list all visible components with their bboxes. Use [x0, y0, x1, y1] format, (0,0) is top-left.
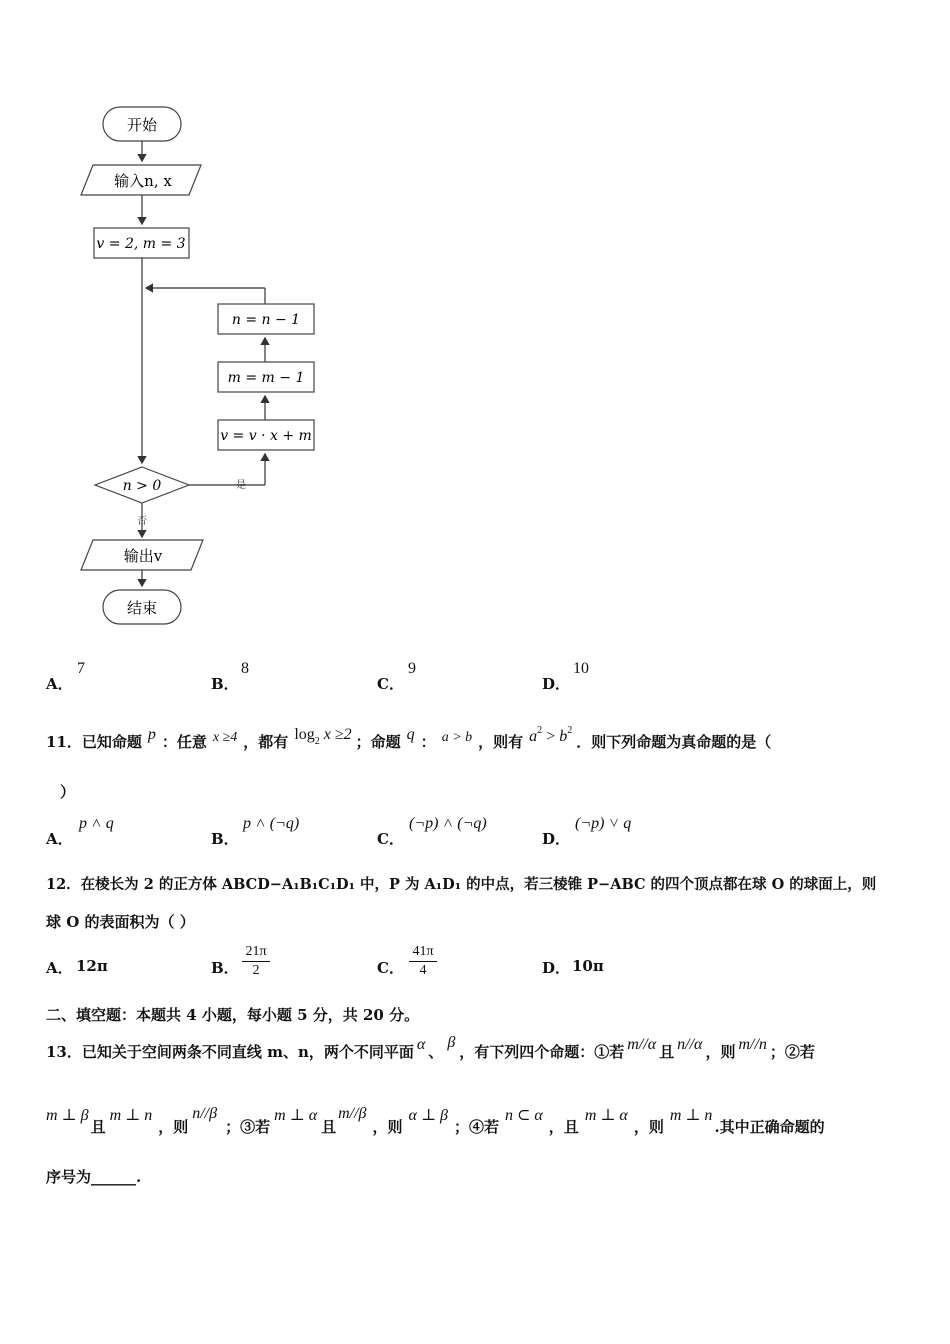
- q12-option-d-label: D．: [542, 959, 571, 977]
- q12-stem-line2: 球 O 的表面积为（ ）: [46, 913, 195, 931]
- q12-option-a-value: 12π: [76, 957, 108, 975]
- section2-heading: 二、填空题：本题共 4 小题，每小题 5 分，共 20 分。: [46, 1006, 420, 1024]
- q10-option-d-value: 10: [573, 660, 589, 677]
- q10-option-b-label: B．: [211, 675, 239, 693]
- q12-option-c-numerator: 41π: [409, 944, 437, 962]
- q12-option-c-label: C．: [377, 959, 404, 977]
- flow-step-v-label: v = v · x + m: [220, 428, 312, 444]
- q10-option-a-value: 7: [77, 660, 85, 677]
- flow-no-label: 否: [137, 516, 147, 527]
- q13-stem-line3: 序号为______.: [46, 1168, 142, 1186]
- flow-start-label: 开始: [126, 116, 158, 134]
- q11-option-d-label: D．: [542, 830, 571, 848]
- q10-option-d-label: D．: [542, 675, 571, 693]
- q12-option-c-fraction: [409, 944, 437, 979]
- q11-option-b-value: p ˄ (¬q): [243, 815, 300, 832]
- q12-option-a-label: A．: [46, 959, 73, 977]
- q11-option-b-label: B．: [211, 830, 239, 848]
- q13-stem-line1: 13．已知关于空间两条不同直线 m、n，两个不同平面 α 、β，有下列四个命题：①若 m//α 且 n//α ，则 m//n ；②若: [46, 1034, 815, 1061]
- q12-option-c-denominator: 4: [419, 963, 427, 978]
- flow-yes-label: 是: [236, 480, 246, 491]
- q13-stem-line2: m ⊥ β且m ⊥ n，则n//β；③若m ⊥ α且m//β，则α ⊥ β；④若n ⊂ α，且m ⊥ α，则m ⊥ n.其中正确命题的: [46, 1105, 825, 1136]
- q12-stem-line1: 12．在棱长为 2 的正方体 ABCD−A₁B₁C₁D₁ 中，P 为 A₁D₁ 的中点，若三棱锥 P−ABC 的四个顶点都在球 O 的球面上，则: [46, 876, 877, 893]
- flow-output-label: 输出v: [123, 547, 163, 565]
- q12-option-d-value: 10π: [572, 957, 604, 975]
- q11-stem: 11．已知命题 p ：任意 x ≥4 ，都有 $\log^2 x \ge 2$ ；命题 q ： a > b ，则有 $a^2 > b^2$．则下列命题为真命题的是（: [46, 725, 772, 751]
- flow-condition-label: n > 0: [122, 478, 162, 494]
- q11-option-a-value: p ˄ q: [79, 815, 114, 832]
- q11-option-d-value: (¬p) ˅ q: [575, 815, 632, 832]
- flow-input-label: 输入n, x: [114, 172, 172, 190]
- q12-option-b-numerator: 21π: [242, 944, 270, 962]
- q12-option-b-fraction: [242, 944, 270, 979]
- flow-step-m-label: m = m − 1: [227, 370, 305, 386]
- q10-option-c-value: 9: [408, 660, 416, 677]
- q11-stem-close: ）: [60, 783, 76, 801]
- flow-end-label: 结束: [126, 599, 158, 617]
- q10-option-a-label: A．: [46, 675, 73, 693]
- q10-option-b-value: 8: [241, 660, 249, 677]
- q10-option-c-label: C．: [377, 675, 404, 693]
- q11-option-c-value: (¬p) ˄ (¬q): [409, 815, 487, 832]
- q12-option-b-denominator: 2: [252, 963, 260, 978]
- flowchart: [0, 0, 420, 640]
- flow-step-n-label: n = n − 1: [231, 312, 301, 328]
- flow-init-label: v = 2, m = 3: [96, 236, 186, 252]
- q12-option-b-label: B．: [211, 959, 239, 977]
- q11-option-c-label: C．: [377, 830, 404, 848]
- q11-option-a-label: A．: [46, 830, 73, 848]
